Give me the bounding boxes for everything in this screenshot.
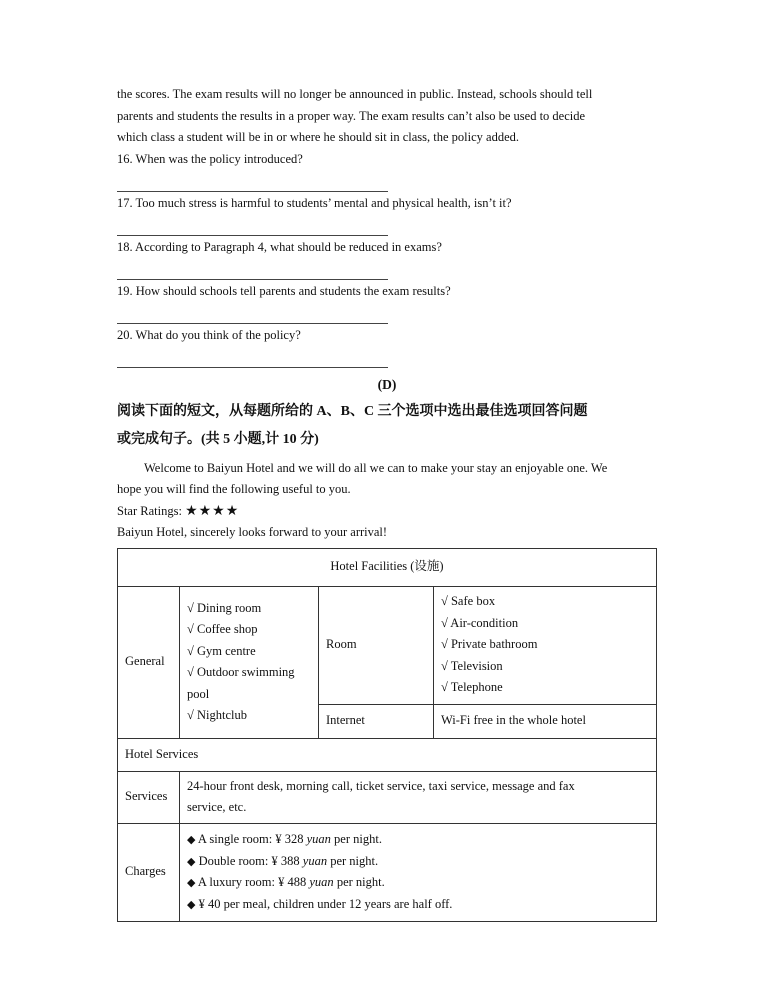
- answer-line-19[interactable]: [117, 302, 388, 324]
- question-20: 20. What do you think of the policy?: [117, 327, 301, 342]
- passage-line: parents and students the results in a proper way. The exam results can’t also be used to decide: [117, 108, 586, 123]
- document-page: [117, 84, 657, 922]
- question-19: 19. How should schools tell parents and students the exam results?: [117, 283, 451, 298]
- general-item: pool: [187, 686, 210, 701]
- section-title: (D): [377, 376, 397, 392]
- intro-line: Welcome to Baiyun Hotel and we will do all we can to make your stay an enjoyable one. We: [144, 460, 608, 475]
- services-value: [180, 771, 657, 823]
- instruction-line: 阅读下面的短文，从每题所给的 A、B、C 三个选项中选出最佳选项回答问题: [117, 403, 588, 419]
- diamond-bullet-icon: ◆: [187, 897, 196, 911]
- services-line: 24-hour front desk, morning call, ticket service, taxi service, message and fax: [187, 778, 575, 793]
- room-item: √ Telephone: [441, 680, 503, 695]
- charge-item: ◆ Double room: ¥ 388 yuan per night.: [187, 853, 379, 868]
- general-items: [180, 586, 319, 738]
- answer-line-18[interactable]: [117, 258, 388, 280]
- internet-value: Wi-Fi free in the whole hotel: [434, 704, 657, 738]
- diamond-bullet-icon: ◆: [187, 833, 196, 846]
- diamond-bullet-icon: ◆: [187, 876, 196, 889]
- general-item: √ Coffee shop: [187, 622, 258, 636]
- room-item: √ Air-condition: [441, 615, 519, 630]
- room-item: √ Private bathroom: [441, 637, 538, 652]
- charges-list: [180, 823, 657, 921]
- hotel-info-table: [117, 548, 657, 922]
- star-icons: ★★★★: [185, 503, 240, 519]
- general-item: √ Outdoor swimming: [187, 665, 295, 679]
- charge-item: ◆ A single room: ¥ 328 yuan per night.: [187, 832, 382, 846]
- room-item: √ Television: [441, 658, 503, 673]
- internet-label: Internet: [319, 704, 434, 738]
- diamond-bullet-icon: ◆: [187, 854, 196, 868]
- question-list: [117, 149, 657, 368]
- passage-line: which class a student will be in or where he should sit in class, the policy added.: [117, 130, 519, 144]
- instruction-line: 或完成句子。(共 5 小题,计 10 分): [117, 431, 319, 447]
- passage-line: the scores. The exam results will no longer be announced in public. Instead, schools should tell: [117, 87, 593, 101]
- services-header: Hotel Services: [118, 738, 657, 771]
- star-rating: [117, 501, 657, 523]
- room-items: [434, 586, 657, 704]
- closing-line: Baiyun Hotel, sincerely looks forward to your arrival!: [117, 525, 388, 539]
- passage-tail: [117, 84, 657, 149]
- general-item: √ Nightclub: [187, 708, 247, 722]
- question-16: 16. When was the policy introduced?: [117, 151, 303, 166]
- charges-label: Charges: [118, 823, 180, 921]
- general-item: √ Dining room: [187, 600, 262, 615]
- answer-line-20[interactable]: [117, 346, 388, 368]
- question-17: 17. Too much stress is harmful to students’ mental and physical health, isn’t it?: [117, 195, 512, 210]
- general-label: General: [118, 586, 180, 738]
- intro-line: hope you will find the following useful to you.: [117, 482, 351, 496]
- charge-item: ◆ A luxury room: ¥ 488 yuan per night.: [187, 875, 385, 889]
- room-item: √ Safe box: [441, 594, 496, 609]
- charge-item: ◆ ¥ 40 per meal, children under 12 years are half off.: [187, 896, 453, 911]
- answer-line-16[interactable]: [117, 170, 388, 192]
- services-line: service, etc.: [187, 800, 247, 814]
- question-18: 18. According to Paragraph 4, what should be reduced in exams?: [117, 239, 442, 254]
- star-label: Star Ratings:: [117, 503, 186, 518]
- room-label: Room: [319, 586, 434, 704]
- services-label: Services: [118, 771, 180, 823]
- facilities-header: Hotel Facilities (设施): [118, 548, 657, 586]
- answer-line-17[interactable]: [117, 214, 388, 236]
- general-item: √ Gym centre: [187, 643, 256, 658]
